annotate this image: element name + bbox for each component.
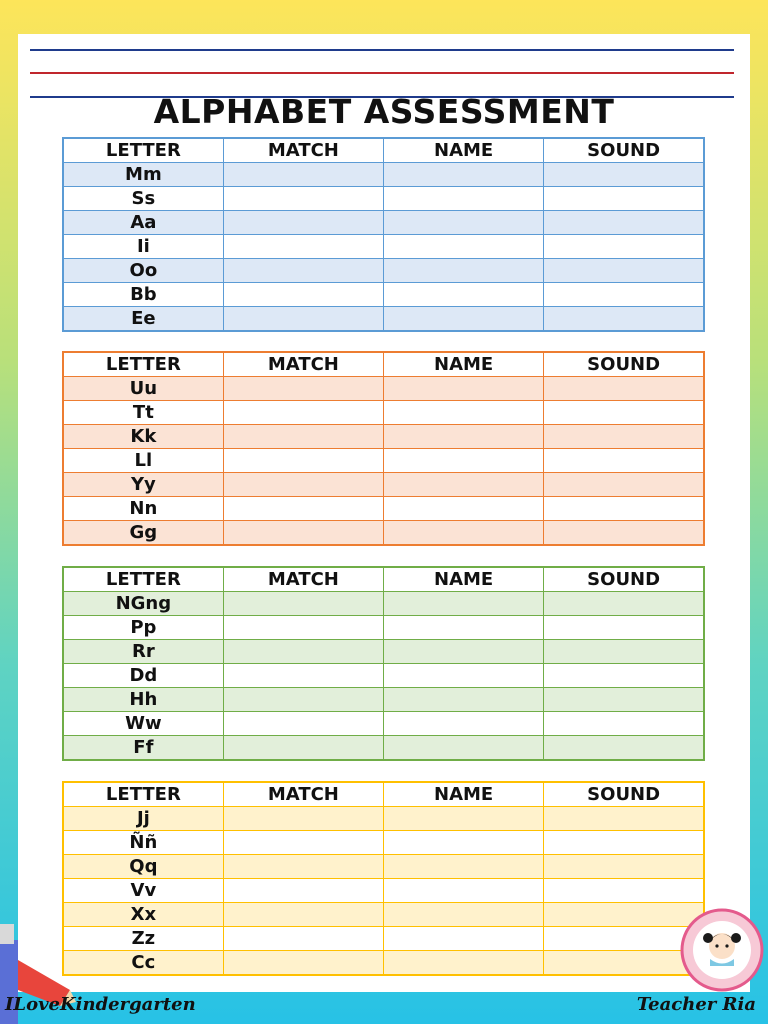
- letter-cell: Ii: [63, 235, 223, 259]
- footer-author: Teacher Ria: [636, 994, 756, 1015]
- sound-cell[interactable]: [544, 616, 704, 640]
- letter-cell: Gg: [63, 521, 223, 546]
- match-cell[interactable]: [223, 592, 383, 616]
- sound-cell[interactable]: [544, 473, 704, 497]
- match-cell[interactable]: [223, 521, 383, 546]
- column-header-letter: LETTER: [63, 782, 223, 807]
- name-cell[interactable]: [384, 307, 544, 332]
- name-cell[interactable]: [384, 592, 544, 616]
- sound-cell[interactable]: [544, 377, 704, 401]
- column-header-sound: SOUND: [544, 138, 704, 163]
- letter-cell: Aa: [63, 211, 223, 235]
- sound-cell[interactable]: [544, 855, 704, 879]
- match-cell[interactable]: [223, 425, 383, 449]
- column-header-name: NAME: [384, 567, 544, 592]
- name-cell[interactable]: [384, 616, 544, 640]
- match-cell[interactable]: [223, 449, 383, 473]
- letter-cell: Tt: [63, 401, 223, 425]
- sound-cell[interactable]: [544, 664, 704, 688]
- table-row: [63, 640, 704, 664]
- name-cell[interactable]: [384, 259, 544, 283]
- letter-cell: Dd: [63, 664, 223, 688]
- letter-cell: Ss: [63, 187, 223, 211]
- letter-cell: Hh: [63, 688, 223, 712]
- name-cell[interactable]: [384, 425, 544, 449]
- letter-cell: Rr: [63, 640, 223, 664]
- letter-cell: Oo: [63, 259, 223, 283]
- letter-cell: Ww: [63, 712, 223, 736]
- name-cell[interactable]: [384, 831, 544, 855]
- page-title: ALPHABET ASSESSMENT: [153, 92, 615, 131]
- table-row: [63, 712, 704, 736]
- table-row: [63, 401, 704, 425]
- match-cell[interactable]: [223, 807, 383, 831]
- letter-cell: Qq: [63, 855, 223, 879]
- match-cell[interactable]: [223, 736, 383, 761]
- letter-cell: Nn: [63, 497, 223, 521]
- table-row: [63, 187, 704, 211]
- column-header-sound: SOUND: [544, 567, 704, 592]
- table-row: [63, 616, 704, 640]
- sound-cell[interactable]: [544, 449, 704, 473]
- name-cell[interactable]: [384, 807, 544, 831]
- name-cell[interactable]: [384, 879, 544, 903]
- letter-cell: Bb: [63, 283, 223, 307]
- sound-cell[interactable]: [544, 712, 704, 736]
- name-cell[interactable]: [384, 401, 544, 425]
- sound-cell[interactable]: [544, 401, 704, 425]
- table-row: [63, 521, 704, 546]
- name-cell[interactable]: [384, 688, 544, 712]
- table-row: [63, 807, 704, 831]
- sound-cell[interactable]: [544, 640, 704, 664]
- table-row: [63, 283, 704, 307]
- match-cell[interactable]: [223, 855, 383, 879]
- match-cell[interactable]: [223, 497, 383, 521]
- match-cell[interactable]: [223, 831, 383, 855]
- match-cell[interactable]: [223, 283, 383, 307]
- sound-cell[interactable]: [544, 235, 704, 259]
- header-row: [63, 567, 704, 592]
- sound-cell[interactable]: [544, 163, 704, 187]
- table-row: [63, 736, 704, 761]
- table-row: [63, 592, 704, 616]
- column-header-match: MATCH: [223, 352, 383, 377]
- match-cell[interactable]: [223, 951, 383, 976]
- sound-cell[interactable]: [544, 211, 704, 235]
- letter-cell: Mm: [63, 163, 223, 187]
- name-cell[interactable]: [384, 712, 544, 736]
- table-row: [63, 951, 704, 976]
- table-row: [63, 259, 704, 283]
- assessment-table-4: [62, 781, 705, 976]
- table-row: [63, 927, 704, 951]
- column-header-match: MATCH: [223, 782, 383, 807]
- table-row: [63, 235, 704, 259]
- teacher-logo-icon: [680, 908, 764, 992]
- name-cell[interactable]: [384, 664, 544, 688]
- name-cell[interactable]: [384, 521, 544, 546]
- table-row: [63, 211, 704, 235]
- letter-cell: Kk: [63, 425, 223, 449]
- letter-cell: Uu: [63, 377, 223, 401]
- name-cell[interactable]: [384, 903, 544, 927]
- table-row: [63, 855, 704, 879]
- name-cell[interactable]: [384, 163, 544, 187]
- table-row: [63, 425, 704, 449]
- name-cell[interactable]: [384, 951, 544, 976]
- sound-cell[interactable]: [544, 831, 704, 855]
- name-cell[interactable]: [384, 449, 544, 473]
- header-row: [63, 352, 704, 377]
- letter-cell: Cc: [63, 951, 223, 976]
- name-cell[interactable]: [384, 187, 544, 211]
- table-row: [63, 664, 704, 688]
- match-cell[interactable]: [223, 163, 383, 187]
- sound-cell[interactable]: [544, 592, 704, 616]
- match-cell[interactable]: [223, 259, 383, 283]
- name-cell[interactable]: [384, 377, 544, 401]
- sound-cell[interactable]: [544, 736, 704, 761]
- match-cell[interactable]: [223, 879, 383, 903]
- table-row: [63, 903, 704, 927]
- sound-cell[interactable]: [544, 879, 704, 903]
- match-cell[interactable]: [223, 377, 383, 401]
- match-cell[interactable]: [223, 927, 383, 951]
- letter-cell: Ll: [63, 449, 223, 473]
- column-header-match: MATCH: [223, 138, 383, 163]
- column-header-name: NAME: [384, 352, 544, 377]
- column-header-name: NAME: [384, 782, 544, 807]
- column-header-sound: SOUND: [544, 782, 704, 807]
- match-cell[interactable]: [223, 235, 383, 259]
- match-cell[interactable]: [223, 401, 383, 425]
- sound-cell[interactable]: [544, 497, 704, 521]
- letter-cell: Xx: [63, 903, 223, 927]
- name-cell[interactable]: [384, 736, 544, 761]
- letter-cell: Ee: [63, 307, 223, 332]
- letter-cell: NGng: [63, 592, 223, 616]
- name-cell[interactable]: [384, 211, 544, 235]
- sound-cell[interactable]: [544, 307, 704, 332]
- sound-cell[interactable]: [544, 688, 704, 712]
- column-header-letter: LETTER: [63, 138, 223, 163]
- assessment-table-1: [62, 137, 705, 332]
- column-header-letter: LETTER: [63, 352, 223, 377]
- header-row: [63, 138, 704, 163]
- header-row: [63, 782, 704, 807]
- letter-cell: Ff: [63, 736, 223, 761]
- sound-cell[interactable]: [544, 807, 704, 831]
- footer-brand: ILoveKindergarten: [5, 994, 196, 1015]
- column-header-name: NAME: [384, 138, 544, 163]
- name-cell[interactable]: [384, 927, 544, 951]
- name-cell[interactable]: [384, 235, 544, 259]
- table-row: [63, 688, 704, 712]
- sound-cell[interactable]: [544, 283, 704, 307]
- match-cell[interactable]: [223, 307, 383, 332]
- table-row: [63, 307, 704, 332]
- name-cell[interactable]: [384, 855, 544, 879]
- letter-cell: Yy: [63, 473, 223, 497]
- sound-cell[interactable]: [544, 521, 704, 546]
- assessment-table-3: [62, 566, 705, 761]
- letter-cell: Vv: [63, 879, 223, 903]
- match-cell[interactable]: [223, 688, 383, 712]
- match-cell[interactable]: [223, 473, 383, 497]
- name-cell[interactable]: [384, 473, 544, 497]
- table-row: [63, 473, 704, 497]
- sound-cell[interactable]: [544, 425, 704, 449]
- column-header-letter: LETTER: [63, 567, 223, 592]
- table-row: [63, 163, 704, 187]
- match-cell[interactable]: [223, 187, 383, 211]
- name-cell[interactable]: [384, 640, 544, 664]
- table-row: [63, 831, 704, 855]
- table-row: [63, 377, 704, 401]
- table-row: [63, 879, 704, 903]
- table-row: [63, 497, 704, 521]
- letter-cell: Jj: [63, 807, 223, 831]
- letter-cell: Pp: [63, 616, 223, 640]
- match-cell[interactable]: [223, 712, 383, 736]
- table-row: [63, 449, 704, 473]
- handwriting-line-middle: [30, 72, 734, 74]
- match-cell[interactable]: [223, 616, 383, 640]
- sound-cell[interactable]: [544, 187, 704, 211]
- letter-cell: Ññ: [63, 831, 223, 855]
- name-cell[interactable]: [384, 283, 544, 307]
- match-cell[interactable]: [223, 664, 383, 688]
- column-header-match: MATCH: [223, 567, 383, 592]
- match-cell[interactable]: [223, 211, 383, 235]
- letter-cell: Zz: [63, 927, 223, 951]
- sound-cell[interactable]: [544, 259, 704, 283]
- name-cell[interactable]: [384, 497, 544, 521]
- assessment-table-2: [62, 351, 705, 546]
- match-cell[interactable]: [223, 903, 383, 927]
- handwriting-line-top: [30, 49, 734, 51]
- match-cell[interactable]: [223, 640, 383, 664]
- column-header-sound: SOUND: [544, 352, 704, 377]
